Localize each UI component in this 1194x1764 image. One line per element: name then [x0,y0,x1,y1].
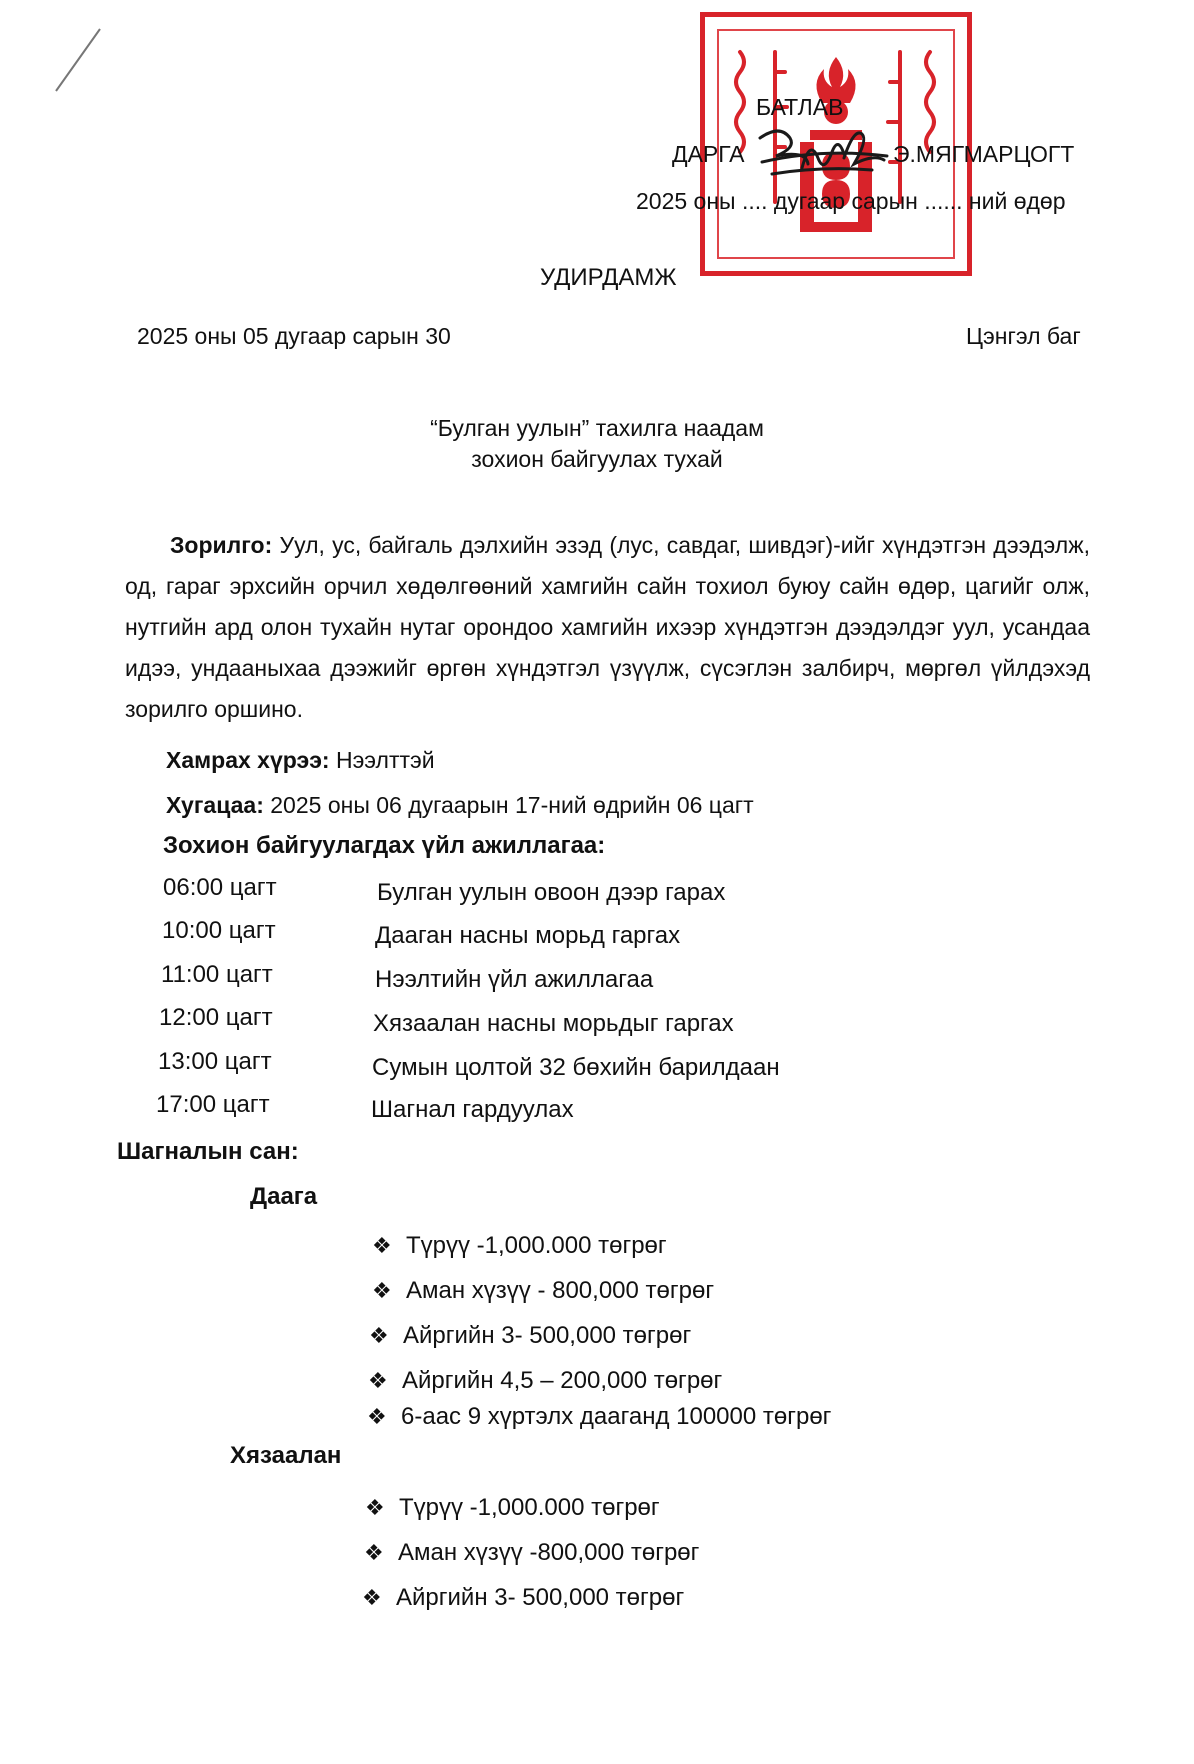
activities-heading: Зохион байгуулагдах үйл ажиллагаа: [163,832,606,859]
prize-item: ❖ Аман хүзүү -800,000 төгрөг [364,1539,700,1566]
schedule-time: 17:00 цагт [156,1091,270,1118]
scope-line [166,747,435,774]
schedule-time: 10:00 цагт [162,917,276,944]
schedule-activity: Дааган насны морьд гаргах [375,922,681,949]
approval-date-line: 2025 оны .... дугаар сарын ...... ний өдөр [636,188,1066,214]
prize-item: ❖ Айргийн 3- 500,000 төгрөг [362,1584,685,1611]
chair-name: Э.МЯГМАРЦОГТ [893,141,1075,167]
purpose-paragraph [125,525,1090,730]
diamond-bullet-icon: ❖ [372,1233,392,1258]
diamond-bullet-icon: ❖ [362,1585,382,1610]
document-date: 2025 оны 05 дугаар сарын 30 [137,323,451,349]
prize-item: ❖ Айргийн 4,5 – 200,000 төгрөг [368,1367,723,1394]
diamond-bullet-icon: ❖ [369,1323,389,1348]
schedule-activity: Нээлтийн үйл ажиллагаа [375,966,654,993]
signature [752,118,892,188]
diamond-bullet-icon: ❖ [367,1404,387,1429]
pen-mark [48,25,108,97]
document-place: Цэнгэл баг [966,323,1081,349]
diamond-bullet-icon: ❖ [368,1368,388,1393]
duration-label: Хугацаа: [166,792,264,818]
approve-label: БАТЛАВ [756,94,844,120]
diamond-bullet-icon: ❖ [372,1278,392,1303]
prize-item: ❖ Аман хүзүү - 800,000 төгрөг [372,1277,715,1304]
schedule-activity: Сумын цолтой 32 бөхийн барилдаан [372,1054,780,1081]
schedule-time: 06:00 цагт [163,874,277,901]
schedule-time: 12:00 цагт [159,1004,273,1031]
scope-label: Хамрах хүрээ: [166,747,330,773]
title-line-1: “Булган уулын” тахилга наадам [430,415,764,441]
duration-value: 2025 оны 06 дугаарын 17-ний өдрийн 06 цагт [263,792,754,818]
diamond-bullet-icon: ❖ [364,1540,384,1565]
purpose-label: Зорилго: [170,532,273,558]
diamond-bullet-icon: ❖ [365,1495,385,1520]
scope-value: Нээлттэй [329,747,435,773]
schedule-activity: Булган уулын овоон дээр гарах [377,879,726,906]
prize-group-name: Хязаалан [230,1442,342,1469]
prize-item: ❖ Айргийн 3- 500,000 төгрөг [369,1322,692,1349]
schedule-time: 13:00 цагт [158,1048,272,1075]
document-type: УДИРДАМЖ [540,264,677,291]
schedule-time: 11:00 цагт [161,961,273,988]
prize-item: ❖ Түрүү -1,000.000 төгрөг [365,1494,660,1521]
prize-item: ❖ Түрүү -1,000.000 төгрөг [372,1232,667,1259]
purpose-text: Уул, ус, байгаль дэлхийн эзэд (лус, савдаг, шивдэг)-ийг хүндэтгэн дээдэлж, од, гараг эрхсийн орчил хөдөлгөөний хамгийн сайн тохиол буюу сайн өдөр, цагийг олж, нутгийн ард олон тухайн нутаг орондоо хамгийн ихээр хүндэтгэн дээдэлдэг уул, усандаа идээ, ундааныхаа дээжийг өргөн хүндэтгэл үзүүлж, сүсэглэн залбирч, мөргөл үйлдэхэд зорилго оршино. [125,532,1090,722]
duration-line [166,792,754,819]
prize-item: ❖ 6-аас 9 хүртэлх даaганд 100000 төгрөг [367,1403,832,1430]
prize-fund-heading: Шагналын сан: [117,1138,299,1165]
chair-label: ДАРГА [672,141,745,167]
schedule-activity: Хязаалан насны морьдыг гаргах [373,1010,734,1037]
schedule-activity: Шагнал гардуулах [371,1096,574,1123]
title-line-2: зохион байгуулах тухай [471,446,723,472]
prize-group-name: Даага [250,1183,318,1210]
